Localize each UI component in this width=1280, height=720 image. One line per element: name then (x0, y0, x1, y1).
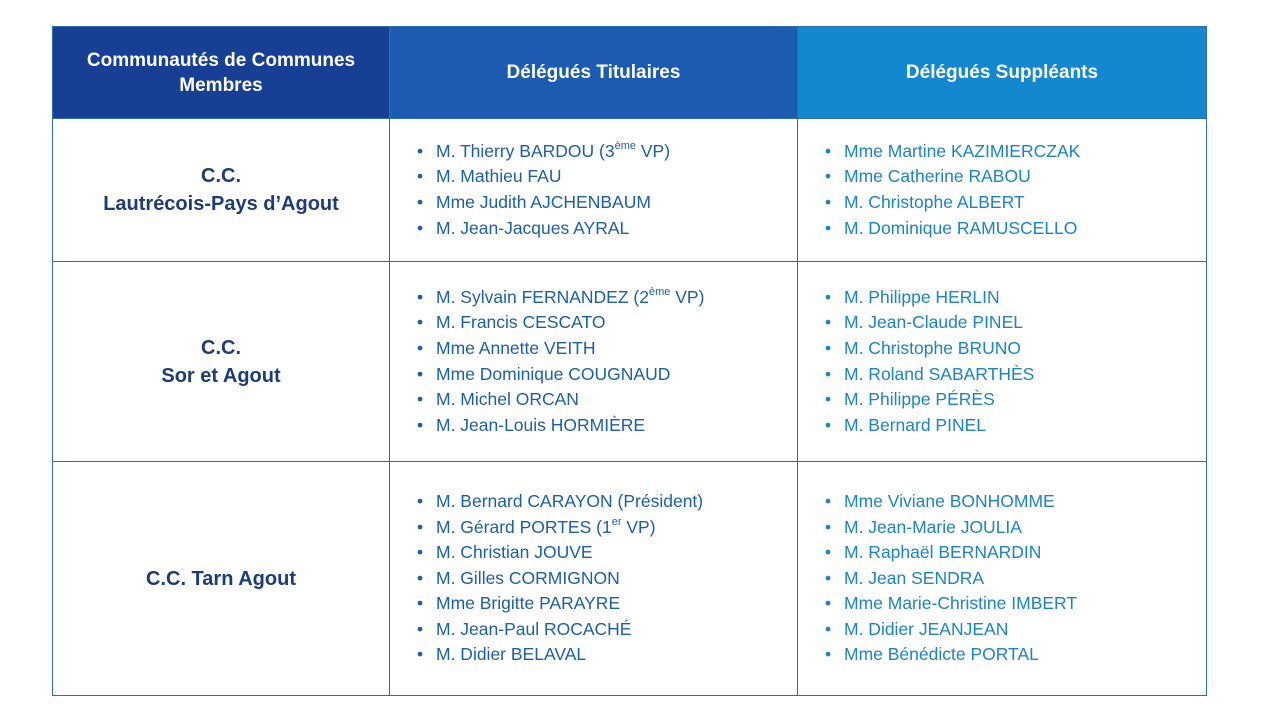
communaute-name-line1: C.C. (201, 336, 241, 359)
communaute-name-line1: C.C. (201, 165, 241, 187)
titulaire-role: VP) (621, 516, 656, 537)
titulaire-name: M. Jean-Jacques AYRAL (436, 217, 630, 238)
suppleants-list (798, 139, 1206, 241)
titulaires-list (390, 489, 797, 668)
list-item (436, 515, 797, 541)
titulaire-name: M. Sylvain FERNANDEZ (2 (436, 286, 649, 307)
suppleants-cell (798, 462, 1207, 696)
list-item (436, 413, 797, 439)
titulaire-name: M. Jean-Paul ROCACHÉ (436, 618, 632, 639)
list-item (436, 387, 797, 413)
header-communautes: Communautés de Communes Membres (53, 27, 390, 119)
titulaire-name: Mme Annette VEITH (436, 337, 596, 358)
titulaires-cell (390, 262, 798, 462)
titulaire-role: VP) (670, 286, 705, 307)
header-titulaires: Délégués Titulaires (390, 27, 798, 119)
list-item (436, 642, 797, 668)
list-item (436, 310, 797, 336)
list-item: • M. Christophe BRUNO (844, 336, 1206, 362)
titulaire-name: M. Didier BELAVAL (436, 644, 587, 665)
list-item: • M. Christophe ALBERT (844, 190, 1206, 216)
list-item (436, 336, 797, 362)
list-item: • M. Raphaël BERNARDIN (844, 540, 1206, 566)
header-suppleants: Délégués Suppléants (798, 27, 1207, 119)
list-item (436, 362, 797, 388)
list-item: • Mme Martine KAZIMIERCZAK (844, 139, 1206, 165)
header-row (53, 27, 1207, 119)
delegates-table (52, 26, 1207, 696)
list-item: • Mme Marie-Christine IMBERT (844, 591, 1206, 617)
titulaire-name: M. Jean-Louis HORMIÈRE (436, 414, 646, 435)
titulaire-name: M. Thierry BARDOU (3 (436, 140, 615, 161)
list-item (436, 617, 797, 643)
communaute-name-line2: Sor et Agout (161, 364, 281, 387)
titulaire-name: M. Michel ORCAN (436, 389, 579, 410)
list-item (436, 566, 797, 592)
table-row (53, 262, 1207, 462)
titulaire-name: M. Gilles CORMIGNON (436, 567, 620, 588)
list-item (436, 216, 797, 242)
titulaire-name: M. Christian JOUVE (436, 542, 593, 563)
communaute-name-line2: Lautrécois-Pays d’Agout (103, 193, 339, 215)
list-item: • M. Bernard PINEL (844, 413, 1206, 439)
communaute-name-cell (53, 119, 390, 262)
suppleants-cell (798, 262, 1207, 462)
ordinal-superscript: ème (648, 285, 671, 298)
titulaire-name: M. Francis CESCATO (436, 312, 606, 333)
list-item: • M. Philippe PÉRÈS (844, 387, 1206, 413)
list-item (436, 190, 797, 216)
list-item (436, 591, 797, 617)
titulaire-name: Mme Dominique COUGNAUD (436, 363, 671, 384)
list-item (436, 540, 797, 566)
ordinal-superscript: ème (614, 139, 636, 152)
list-item: • M. Jean-Marie JOULIA (844, 515, 1206, 541)
list-item: • M. Dominique RAMUSCELLO (844, 216, 1206, 242)
suppleants-list (798, 285, 1206, 439)
titulaire-role: VP) (636, 140, 671, 161)
titulaire-name: M. Mathieu FAU (436, 166, 562, 187)
list-item (436, 164, 797, 190)
list-item: • M. Didier JEANJEAN (844, 617, 1206, 643)
list-item: • Mme Catherine RABOU (844, 164, 1206, 190)
communaute-name-cell (53, 462, 390, 696)
suppleants-list (798, 489, 1206, 668)
list-item (436, 285, 797, 311)
titulaires-cell (390, 462, 798, 696)
list-item: • M. Philippe HERLIN (844, 285, 1206, 311)
ordinal-superscript: er (611, 515, 622, 528)
suppleants-cell (798, 119, 1207, 262)
titulaire-name: M. Bernard CARAYON (Président) (436, 490, 704, 511)
table-row (53, 462, 1207, 696)
titulaire-name: M. Gérard PORTES (1 (436, 516, 612, 537)
list-item: • M. Roland SABARTHÈS (844, 362, 1206, 388)
titulaires-list (390, 285, 797, 439)
list-item: • M. Jean SENDRA (844, 566, 1206, 592)
list-item: • M. Jean-Claude PINEL (844, 310, 1206, 336)
titulaires-cell (390, 119, 798, 262)
titulaire-name: Mme Judith AJCHENBAUM (436, 192, 651, 212)
communaute-name-cell (53, 262, 390, 462)
titulaire-name: Mme Brigitte PARAYRE (436, 593, 621, 614)
titulaires-list (390, 139, 797, 241)
communaute-name-line1: C.C. Tarn Agout (146, 567, 296, 590)
table-row (53, 119, 1207, 262)
list-item: • Mme Bénédicte PORTAL (844, 642, 1206, 668)
list-item (436, 139, 797, 165)
list-item: • Mme Viviane BONHOMME (844, 489, 1206, 515)
list-item (436, 489, 797, 515)
